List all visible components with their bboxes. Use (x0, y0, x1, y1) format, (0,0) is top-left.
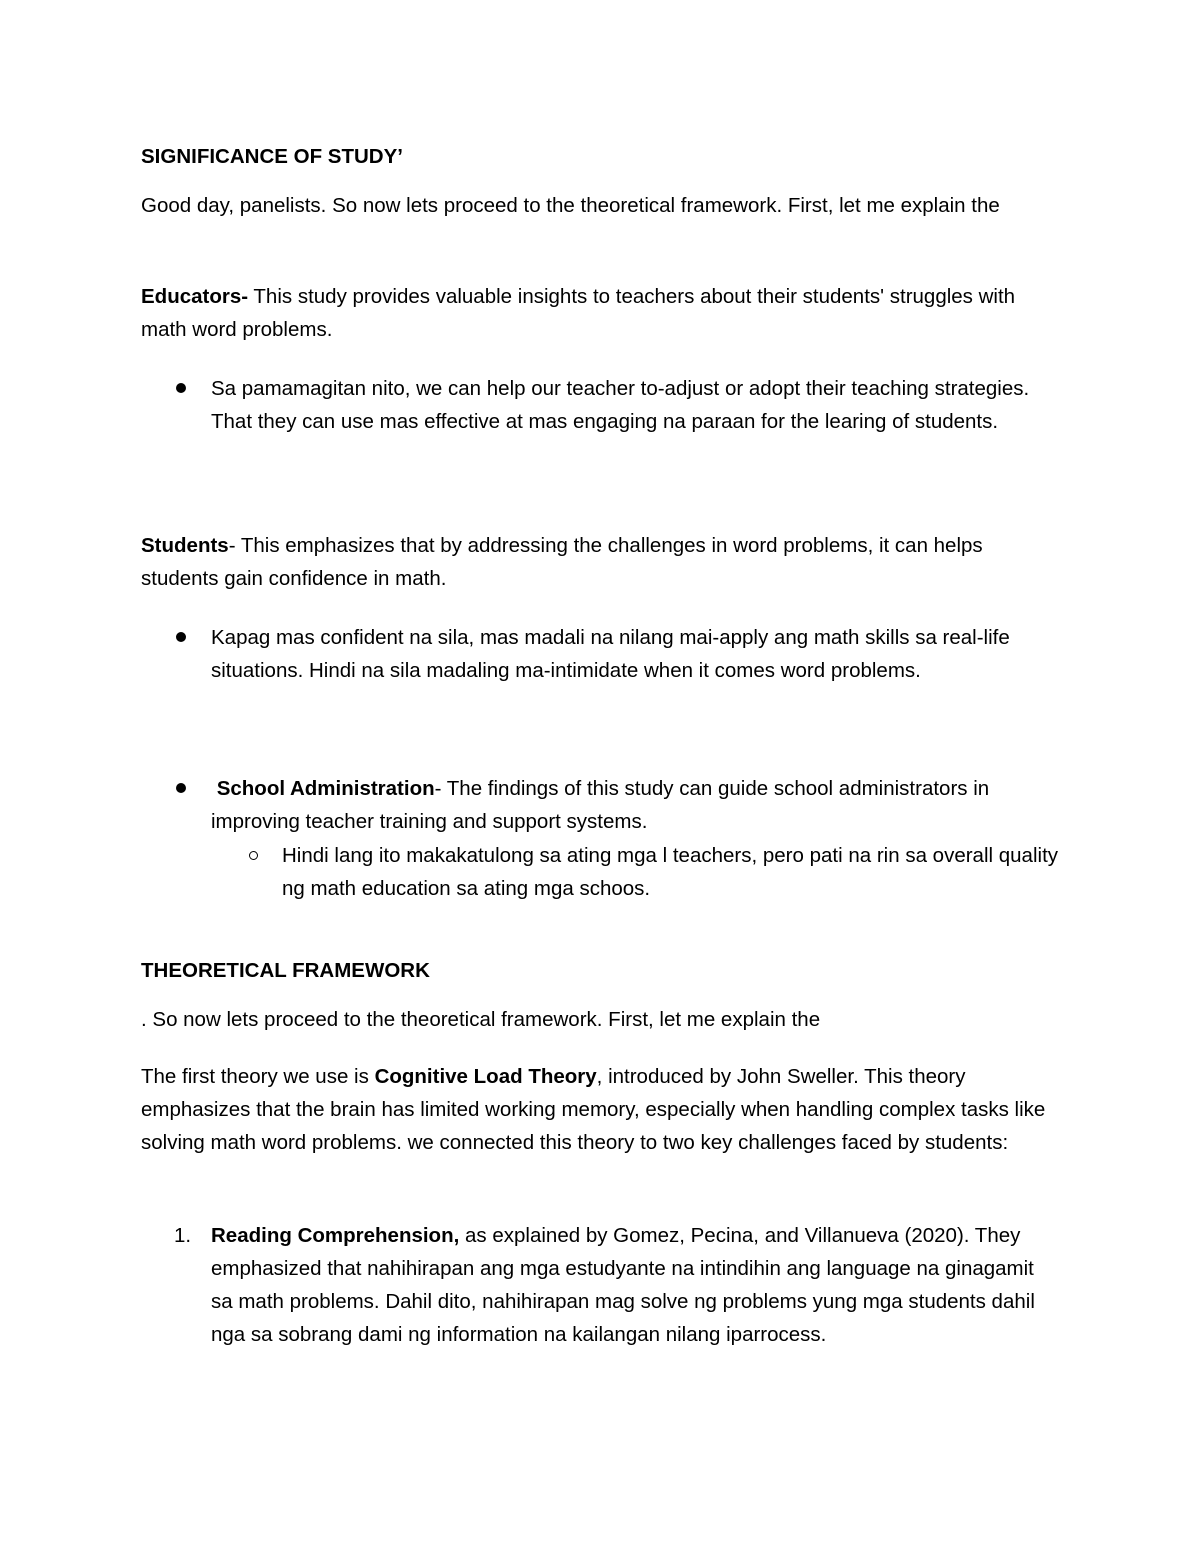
school-admin-bullet (211, 772, 1061, 838)
list-number: 1. (174, 1224, 192, 1247)
students-text: - This emphasizes that by addressing the challenges in word problems, it can helps students gain confidence in math. (141, 534, 983, 590)
students-paragraph (141, 529, 1061, 595)
theoretical-heading: THEORETICAL FRAMEWORK (141, 959, 430, 982)
school-admin-label: School Administration (216, 777, 435, 800)
school-admin-text: - The findings of this study can guide school administrators in improving teacher training and support systems. (211, 777, 990, 833)
bullet-dot-icon (176, 783, 186, 793)
theoretical-intro: . So now lets proceed to the theoretical framework. First, let me explain the (141, 1008, 821, 1031)
theory-paragraph (141, 1060, 1061, 1159)
educators-paragraph (141, 280, 1061, 346)
bullet-dot-icon (176, 632, 186, 642)
students-bullet: Kapag mas confident na sila, mas madali na nilang mai-apply ang math skills sa real-life situations. Hindi na sila madaling ma-intimidate when it comes word problems. (211, 626, 1010, 682)
school-admin-sub-bullet: Hindi lang ito makakatulong sa ating mga l teachers, pero pati na rin sa overall quality ng math education sa ating mga schoos. (282, 844, 1059, 900)
significance-intro: Good day, panelists. So now lets proceed to the theoretical framework. First, let me explain the (141, 194, 1000, 217)
educators-text: This study provides valuable insights to teachers about their students' struggles with math word problems. (141, 285, 1016, 341)
students-label: Students (141, 534, 229, 557)
significance-heading: SIGNIFICANCE OF STUDY’ (141, 145, 403, 168)
theory-para-before: The first theory we use is (141, 1065, 375, 1088)
theory-name: Cognitive Load Theory (374, 1065, 597, 1088)
list-item-reading-comprehension (211, 1219, 1061, 1351)
list-item-label: Reading Comprehension, (211, 1224, 460, 1247)
sub-bullet-circle-icon (249, 851, 258, 860)
educators-label: Educators- (141, 285, 249, 308)
theory-para-after: , introduced by John Sweller. This theory emphasizes that the brain has limited working memory, especially when handling complex tasks like solving math word problems. we connected this theory to two key challenges faced by students: (141, 1065, 1046, 1154)
educators-bullet: Sa pamamagitan nito, we can help our teacher to-adjust or adopt their teaching strategies. That they can use mas effective at mas engaging na paraan for the learing of students. (211, 377, 1030, 433)
bullet-dot-icon (176, 383, 186, 393)
list-item-text: as explained by Gomez, Pecina, and Villanueva (2020). They emphasized that nahihirapan ang mga estudyante na intindihin ang language na ginagamit sa math problems. Dahil dito, nahihirapan mag solve ng problems yung mga students dahil nga sa sobrang dami ng information na kailangan nilang iparrocess. (211, 1224, 1035, 1346)
